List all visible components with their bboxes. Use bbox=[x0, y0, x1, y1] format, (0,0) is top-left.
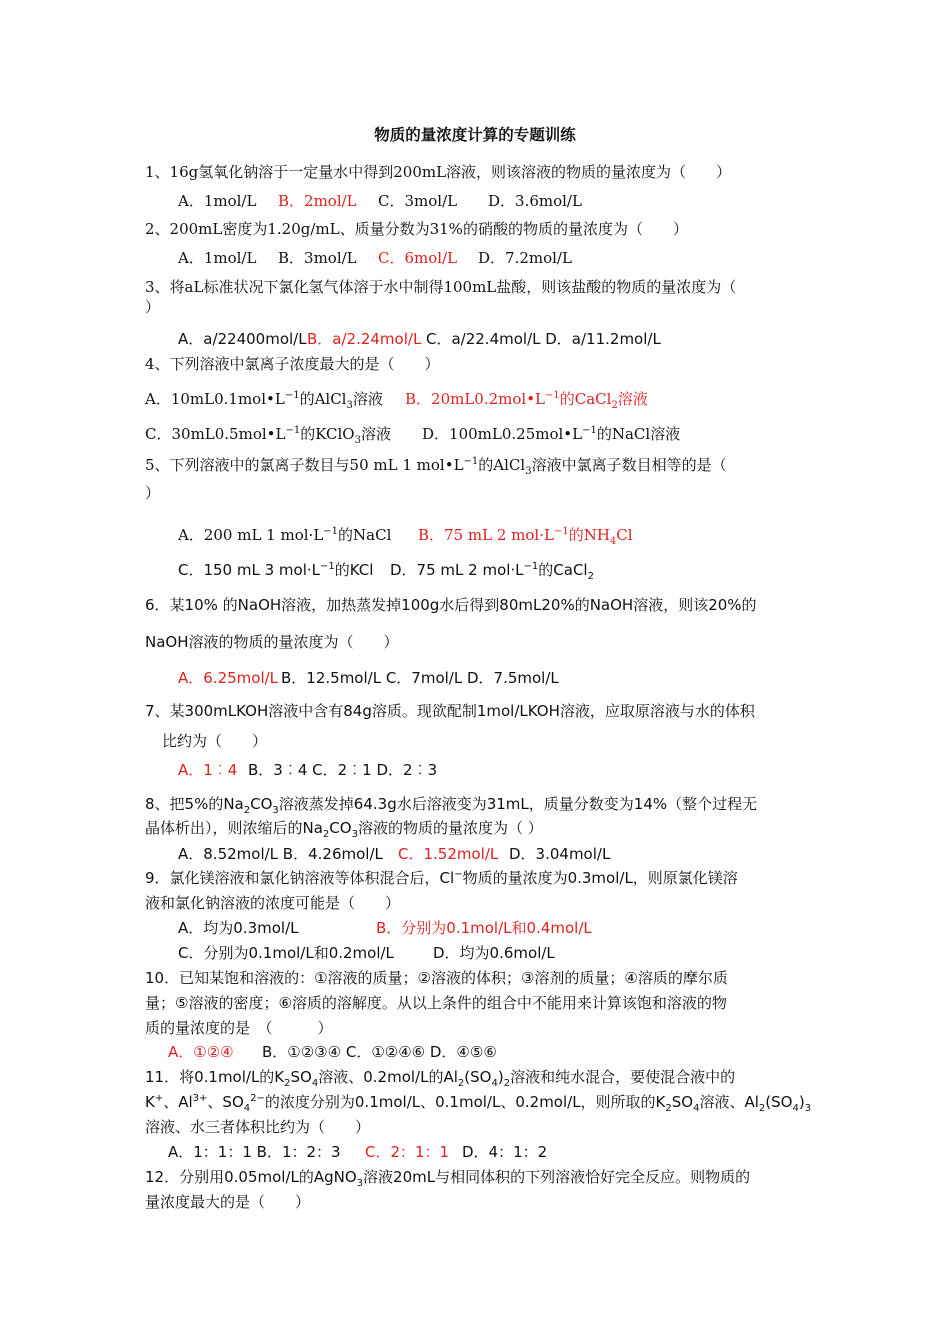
q2-option-d: D．7.2mol/L bbox=[478, 249, 572, 267]
question-1: 1、16g氢氧化钠溶于一定量水中得到200mL溶液，则该溶液的物质的量浓度为（ ） bbox=[145, 163, 732, 181]
q11-options-a-b: A．1：1：1 B．1：2：3 bbox=[168, 1143, 341, 1161]
question-12-line-2: 量浓度最大的是（ ） bbox=[145, 1193, 311, 1211]
question-6-line-2: NaOH溶液的物质的量浓度为（ ） bbox=[145, 633, 399, 651]
q1-option-c: C．3mol/L bbox=[378, 192, 458, 210]
question-6-line-1: 6．某10% 的NaOH溶液，加热蒸发掉100g水后得到80mL20%的NaOH溶液，则该20%的 bbox=[145, 596, 757, 614]
q8-options-a-b: A．8.52mol/L B．4.26mol/L bbox=[178, 845, 383, 863]
question-10-line-3: 质的量浓度的是 （ ） bbox=[145, 1019, 333, 1037]
question-5-line-1: 5、下列溶液中的氯离子数目与50 mL 1 $mol•L^{-1}$的AlCl$_3$溶液中氯离子数目相等的是（ bbox=[145, 456, 727, 477]
q4-option-b-answer: B．$20mL0.2mol•L^{-1}$的CaCl$_2$溶液 bbox=[405, 390, 648, 411]
q5-option-c: C．150 mL 3 $mol\cdot L^{-1}$的KCl bbox=[178, 561, 374, 579]
question-7-line-2: 比约为（ ） bbox=[162, 732, 268, 750]
question-2: 2、200mL密度为1.20g/mL、质量分数为31%的硝酸的物质的量浓度为（ ） bbox=[145, 220, 688, 238]
q11-option-d: D．4：1：2 bbox=[462, 1143, 548, 1161]
q10-option-a-answer: A．①②④ bbox=[168, 1043, 234, 1061]
q9-option-b-answer: B．分别为0.1mol/L和0.4mol/L bbox=[376, 919, 592, 937]
q2-option-c-answer: C．6mol/L bbox=[378, 249, 458, 267]
question-8-line-1: 8、把5%的$Na_2CO_3$溶液蒸发掉64.3g水后溶液变为31mL，质量分数变为14%（整个过程无 bbox=[145, 795, 758, 816]
question-12-line-1: 12．分别用0.05mol/L的AgNO$_3$溶液20mL与相同体积的下列溶液恰好完全反应。则物质的 bbox=[145, 1168, 751, 1189]
page-title: 物质的量浓度计算的专题训练 bbox=[374, 126, 576, 144]
question-5-line-2: ） bbox=[145, 484, 161, 502]
question-11-line-2: K+、$Al^{3+}$、$SO_4^{2-}$的浓度分别为0.1mol/L、0.1mol/L、0.2mol/L，则所取的$K_2SO_4$溶液、$Al_2(SO_4)_3$ bbox=[145, 1093, 812, 1114]
q4-option-a: A．$10mL0.1mol•L^{-1}$的AlCl$_3$溶液 bbox=[145, 390, 383, 411]
q9-option-a: A．均为0.3mol/L bbox=[178, 919, 299, 937]
q8-option-c-answer: C．1.52mol/L bbox=[398, 845, 499, 863]
q2-option-b: B．3mol/L bbox=[278, 249, 357, 267]
question-4: 4、下列溶液中氯离子浓度最大的是（ ） bbox=[145, 355, 440, 373]
question-8-line-2: 晶体析出），则浓缩后的$Na_2CO_3$溶液的物质的量浓度为（ ） bbox=[145, 819, 543, 840]
q1-option-d: D．3.6mol/L bbox=[488, 192, 582, 210]
question-3-line-1: 3、将aL标准状况下氯化氢气体溶于水中制得100mL盐酸，则该盐酸的物质的量浓度为（ bbox=[145, 278, 737, 296]
q6-option-a-answer: A．6.25mol/L bbox=[178, 669, 279, 687]
q9-option-d: D．均为0.6mol/L bbox=[433, 944, 555, 962]
question-11-line-1: 11．将0.1mol/L的$K_2SO_4$溶液、0.2mol/L的$Al_2(SO_4)_2$溶液和纯水混合，要使混合液中的 bbox=[145, 1068, 736, 1089]
q6-options-b-c-d: B．12.5mol/L C．7mol/L D．7.5mol/L bbox=[281, 669, 559, 687]
question-11-line-3: 溶液、水三者体积比约为（ ） bbox=[145, 1118, 371, 1136]
q5-option-b-answer: B．75 mL 2 $mol\cdot L^{-1}$的$NH_4Cl$ bbox=[418, 526, 633, 547]
q5-option-d: D．75 mL 2 $mol\cdot L^{-1}$的CaCl$_2$ bbox=[390, 561, 594, 582]
question-9-line-1: 9．氯化镁溶液和氯化钠溶液等体积混合后，Cl−物质的量浓度为0.3mol/L，则原氯化镁溶 bbox=[145, 869, 738, 887]
q5-option-a: A．200 mL 1 $mol\cdot L^{-1}$的NaCl bbox=[178, 526, 392, 544]
q11-option-c-answer: C．2：1：1 bbox=[365, 1143, 450, 1161]
q4-option-c: C．$30mL0.5mol•L^{-1}$的KClO$_3$溶液 bbox=[145, 425, 391, 446]
q1-option-b-answer: B．2mol/L bbox=[278, 192, 357, 210]
q4-option-d: D．$100mL0.25mol•L^{-1}$的NaCl溶液 bbox=[422, 425, 681, 443]
q10-options-b-c-d: B．①②③④ C．①②④⑥ D．④⑤⑥ bbox=[262, 1043, 497, 1061]
question-10-line-1: 10．已知某饱和溶液的：①溶液的质量；②溶液的体积；③溶剂的质量；④溶质的摩尔质 bbox=[145, 969, 728, 987]
question-3-line-2: ） bbox=[145, 298, 161, 316]
q9-option-c: C．分别为0.1mol/L和0.2mol/L bbox=[178, 944, 394, 962]
q2-option-a: A．1mol/L bbox=[178, 249, 257, 267]
question-10-line-2: 量；⑤溶液的密度；⑥溶质的溶解度。从以上条件的组合中不能用来计算该饱和溶液的物 bbox=[145, 994, 727, 1012]
q3-option-c-d: C．a/22.4mol/L D．a/11.2mol/L bbox=[426, 330, 661, 348]
q8-option-d: D．3.04mol/L bbox=[509, 845, 611, 863]
q7-option-a-answer: A．1︰4 bbox=[178, 761, 238, 779]
q3-option-a: A．a/22400mol/L bbox=[178, 330, 307, 348]
question-9-line-2: 液和氯化钠溶液的浓度可能是（ ） bbox=[145, 894, 401, 912]
q3-option-b-answer: B．a/2.24mol/L bbox=[307, 330, 422, 348]
q1-option-a: A．1mol/L bbox=[178, 192, 257, 210]
q7-options-b-c-d: B．3︰4 C．2︰1 D．2︰3 bbox=[248, 761, 438, 779]
question-7-line-1: 7、某300mLKOH溶液中含有84g溶质。现欲配制1mol/LKOH溶液，应取原溶液与水的体积 bbox=[145, 702, 755, 720]
